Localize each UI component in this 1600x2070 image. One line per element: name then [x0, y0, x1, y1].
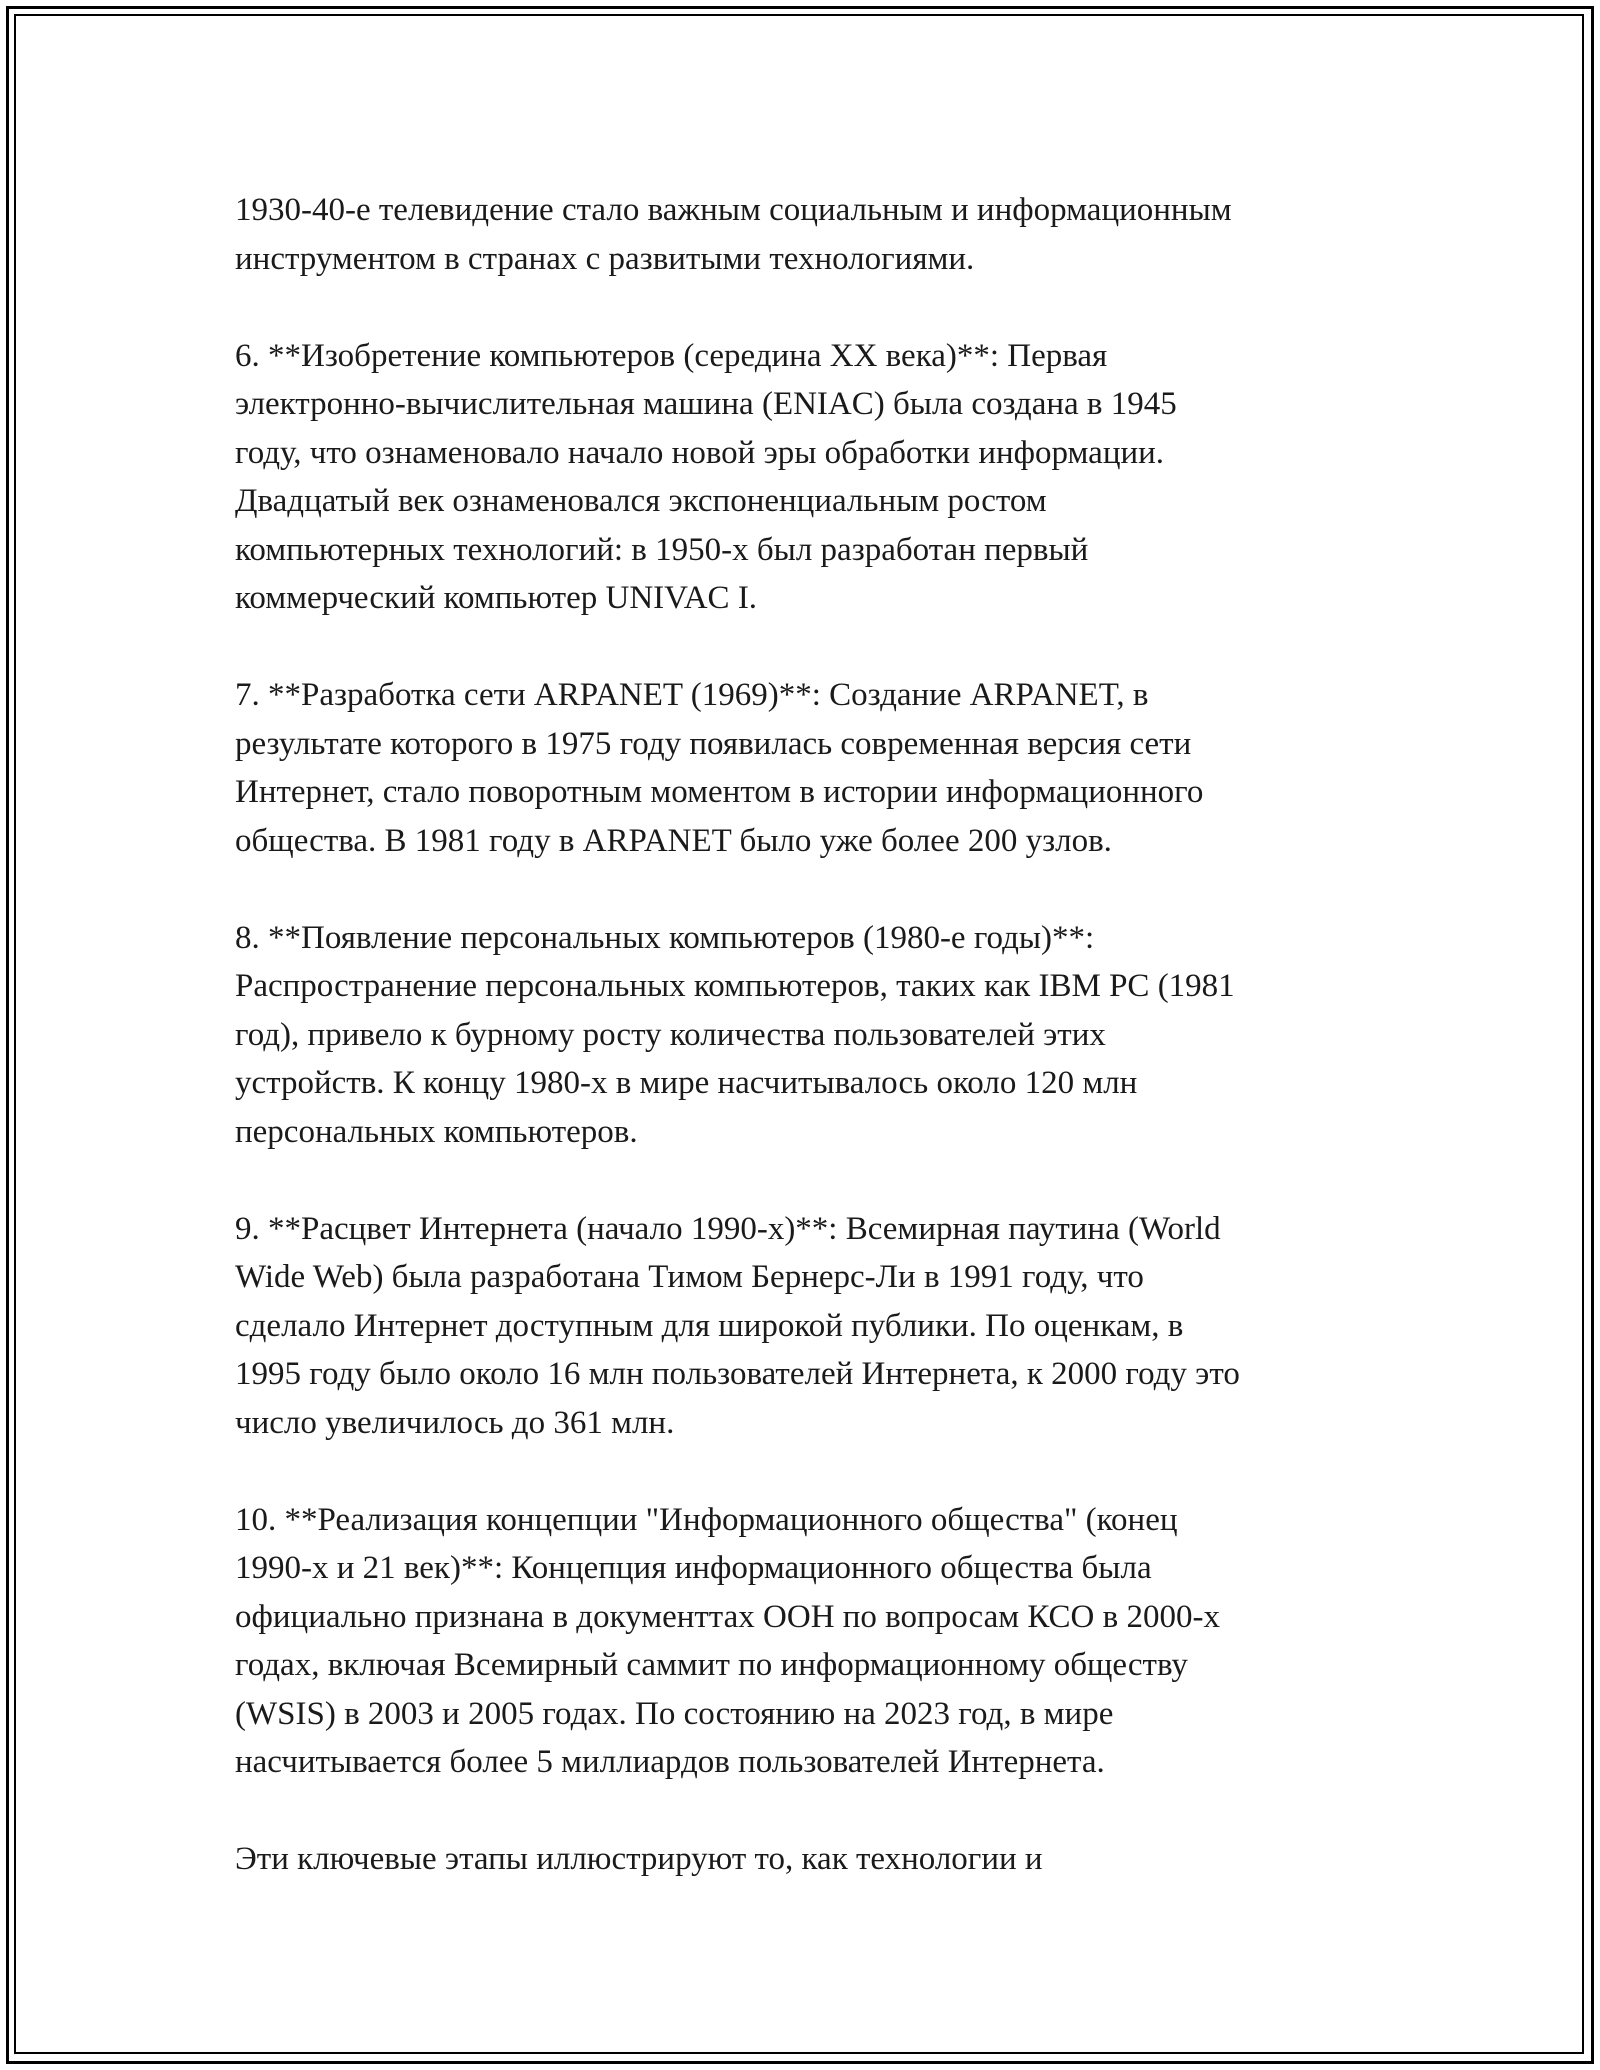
- paragraph-conclusion: [235, 1835, 1370, 1884]
- text-line: официально признана в документтах ООН по вопросам КСО в 2000-х: [235, 1598, 1220, 1635]
- paragraph-item-8: [235, 914, 1370, 1157]
- text-line: 1930-40-е телевидение стало важным социальным и информационным: [235, 192, 1232, 228]
- document-body: [235, 186, 1370, 1932]
- text-line: 1995 году было около 16 млн пользователей Интернета, к 2000 году это: [235, 1356, 1240, 1392]
- text-line: общества. В 1981 году в ARPANET было уже более 200 узлов.: [235, 822, 1112, 859]
- text-line: Распространение персональных компьютеров, таких как IBM PC (1981: [235, 968, 1235, 1004]
- text-line: Эти ключевые этапы иллюстрируют то, как технологии и: [235, 1841, 1043, 1877]
- text-line: 6. **Изобретение компьютеров (середина XX века)**: Первая: [235, 337, 1108, 374]
- text-line: коммерческий компьютер UNIVAC I.: [235, 580, 758, 616]
- text-line: компьютерных технологий: в 1950-х был разработан первый: [235, 531, 1089, 568]
- text-line: Интернет, стало поворотным моментом в истории информационного: [235, 774, 1204, 810]
- text-line: год), привело к бурному росту количества пользователей этих: [235, 1016, 1106, 1053]
- text-line: 7. **Разработка сети ARPANET (1969)**: Создание ARPANET, в: [235, 677, 1149, 713]
- text-line: 10. **Реализация концепции "Информационного общества" (конец: [235, 1501, 1178, 1538]
- text-line: число увеличилось до 361 млн.: [235, 1404, 675, 1441]
- text-line: сделало Интернет доступным для широкой публики. По оценкам, в: [235, 1307, 1184, 1344]
- text-line: 1990-х и 21 век)**: Концепция информационного общества была: [235, 1550, 1152, 1586]
- text-line: насчитывается более 5 миллиардов пользователей Интернета.: [235, 1744, 1105, 1780]
- paragraph-item-6: [235, 332, 1370, 623]
- text-line: Двадцатый век ознаменовался экспоненциальным ростом: [235, 483, 1047, 519]
- paragraph-tv: [235, 186, 1370, 283]
- text-line: 8. **Появление персональных компьютеров (1980-е годы)**:: [235, 919, 1095, 956]
- text-line: результате которого в 1975 году появилась современная версия сети: [235, 725, 1192, 762]
- paragraph-item-10: [235, 1496, 1370, 1787]
- text-line: годах, включая Всемирный саммит по информационному обществу: [235, 1647, 1188, 1683]
- text-line: электронно-вычислительная машина (ENIAC) была создана в 1945: [235, 386, 1177, 422]
- text-line: персональных компьютеров.: [235, 1113, 638, 1150]
- paragraph-item-7: [235, 671, 1370, 865]
- text-line: Wide Web) была разработана Тимом Бернерс-Ли в 1991 году, что: [235, 1259, 1144, 1295]
- text-line: инструментом в странах с развитыми технологиями.: [235, 240, 975, 277]
- text-line: году, что ознаменовало начало новой эры обработки информации.: [235, 434, 1165, 471]
- text-line: устройств. К концу 1980-х в мире насчитывалось около 120 млн: [235, 1065, 1138, 1101]
- text-line: 9. **Расцвет Интернета (начало 1990-х)**: Всемирная паутина (World: [235, 1210, 1221, 1247]
- text-line: (WSIS) в 2003 и 2005 годах. По состоянию на 2023 год, в мире: [235, 1695, 1114, 1732]
- paragraph-item-9: [235, 1205, 1370, 1448]
